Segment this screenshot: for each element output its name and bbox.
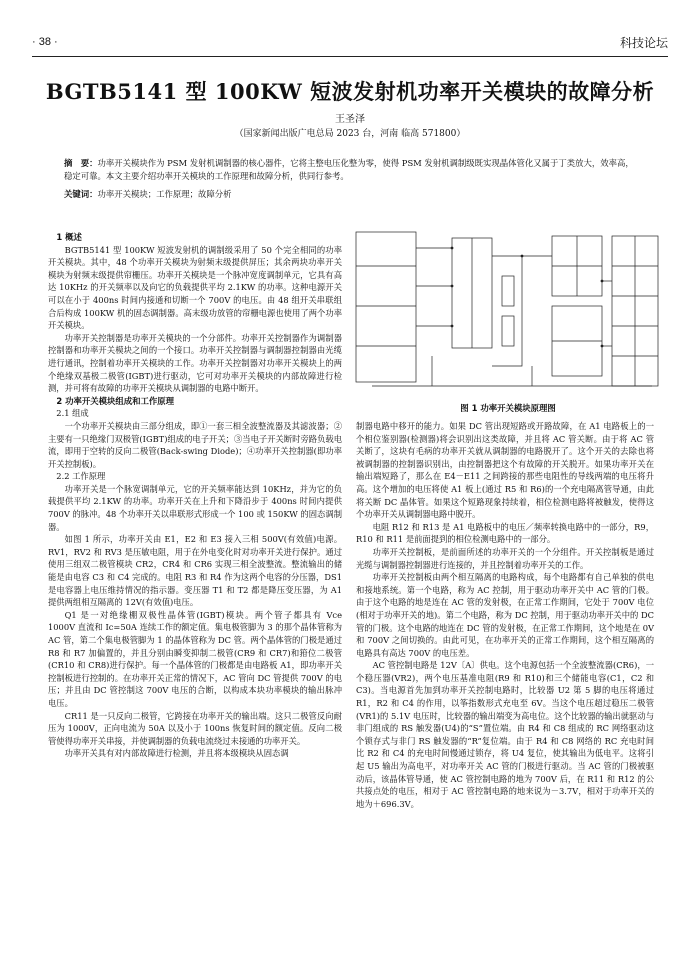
- body-paragraph: 功率开关控制板由两个相互隔离的电路构成，每个电路都有自己单独的供电和接地系统。第一个电路，称为 AC 控制，用于驱动功率开关中 AC 管的门极。由于这个电路的地是连在 AC 管的发射极，在正常工作期间，它处于 700V 电位(相对于功率开关的地)。第二个电路，称为 DC 控制，用于驱动功率开关中的 DC 管的门极。这个电路的地连在 DC 管的发射极，在正常工作期间，这个地是在 0V 和 700V 之间切换的。由此可见，在功率开关的正常工作期间，这个相互隔离的电路具有高达 700V 的电压差。: [356, 572, 654, 658]
- right-column: [356, 420, 654, 810]
- author: 王圣泽: [335, 114, 365, 125]
- paper-title: BGTB5141 型 100KW 短波发射机功率开关模块的故障分析: [45, 79, 655, 104]
- body-paragraph: 功率开关是一个脉宽调制单元，它的开关频率能达到 10KHz，并为它的负载提供平均 2.1KW 的功率。功率开关在上升和下降沿步于 400ns 时间内提供 700V 的脉冲。48 个功率开关以串联形式形成一个 100 或 150KW 的固态调制器。: [48, 483, 342, 532]
- keywords-text: 功率开关模块；工作原理；故障分析: [97, 189, 232, 199]
- affiliation: （国家新闻出版广电总局 2023 台，河南 临高 571800）: [234, 129, 466, 139]
- abstract-text: 功率开关模块作为 PSM 发射机调制器的核心器件，它将主整电压化整为零，使得 PSM 发射机调制级既实现晶体管化又属于丁类放大，效率高，稳定可靠。本文主要介绍功率开关模块的工作原理和故障分析，供同行参考。: [64, 158, 634, 181]
- body-paragraph: Q1 是一对绝缘棚双极性晶体管(IGBT)模块。两个管子都具有 Vce 1000V 直流和 Ic=50A 连续工作的额定值。集电极管脚为 3 的那个晶体管称为 AC 管，第二个集电极管脚为 1 的晶体管称为 DC 管。两个晶体管的门极是通过 R8 和 R7 加偏置的，并且分别由瞬变抑制二极管(CR9 和 CR7)和箝位二极管(CR10 和 CR8)进行保护。每一个晶体管的门极都是由电路板 A1，即功率开关控制板进行控制的。在功率开关正常的情况下，AC 管向 DC 管提供 700V 的电压；并且由 DC 管控制这 700V 电压的合断，以构成本块功率模块的输出脉冲电压。: [48, 609, 351, 708]
- body-paragraph: 功率开关控制板，是前面所述的功率开关的一个分组件。开关控制板是通过光缆与调制器控制器进行连接的，并且控制着功率开关的工作。: [356, 546, 654, 570]
- body-paragraph: CR11 是一只反向二极管，它跨接在功率开关的输出端。这只二极管反向耐压为 1000V，正向电流为 50A 以及小于 100ns 恢复时间的额定值。反向二极管使得功率开关串接，并使调制器的负载电流绕过未接通的功率开关。: [48, 710, 342, 746]
- keywords-label: 关键词：: [64, 189, 98, 199]
- left-column: [48, 231, 351, 760]
- body-paragraph: 如图 1 所示，功率开关由 E1，E2 和 E3 接入三相 500V(有效值)电源。RV1，RV2 和 RV3 是压敏电阻，用于在外电变化时对功率开关进行保护。通过使用三组双二极管模块 CR2，CR4 和 CR6 实现三相全波整流。整流输出的储能是由电容 C3 和 C4 完成的。电阻 R3 和 R4 作为这两个电容的分压器，DS1 是电容器上电压维持情况的指示器。变压器 T1 和 T2 都是降压变压器，为 A1 提供两组相互隔离的 12V(有效值)电压。: [48, 534, 342, 608]
- header-rule: [32, 56, 668, 57]
- running-header: [32, 30, 668, 52]
- circuit-schematic-figure: [352, 226, 664, 394]
- page-number: · 38 ·: [32, 36, 58, 48]
- section-heading: 2.1 组成: [56, 408, 89, 419]
- journal-name: 科技论坛: [619, 36, 668, 50]
- keywords: [64, 188, 640, 200]
- section-heading: 2 功率开关模块组成和工作原理: [56, 395, 175, 406]
- body-paragraph: 制器电路中移开的能力。如果 DC 管出现短路或开路故障，在 A1 电路板上的一个相位鉴别器(检测器)将会识别出这类故障，并且将 AC 管关断。由于将 AC 管关断了，这块有毛病的功率开关就从调制器的电路脱开了。这个开关的去除也将被调制器的控制器识别出，由控制器把这个有故障的开关脱开。如果功率开关在输出端短路了，那么在 E4－E11 之间跨接的那些电阻性的导线两端的电压将升高。这个增加的电压将使 A1 板上(通过 R5 和 R6)的一个充电隔离管导通，由此将关断 DC 晶体管。如果这个短路现象持续着，相位检测电路将被触发，使得这个功率开关从调制器电路中脱开。: [356, 421, 654, 520]
- figure-caption: 图 1 功率开关模块原理图: [460, 403, 556, 413]
- abstract-label: 摘 要：: [64, 158, 98, 168]
- body-paragraph: 功率开关具有对内部故障进行检测，并且将本级模块从固态调: [64, 748, 289, 759]
- body-paragraph: AC 管控制电路是 12V〔A〕供电。这个电源包括一个全波整流器(CR6)，一个稳压器(VR2)，两个电压基准电阻(R9 和 R10)和三个储能电容(C1，C2 和 C3)。当电源首先加到功率开关控制电路时，比较器 U2 第 5 脚的电压将通过 R1，R2 和 C4 的作用，以筝指数形式充电至 6V。当这个电压超过稳压二极管(VR1)的 5.1V 电压时，比较器的输出端变为高电位。这个比较器的输出就驱动与非门组成的 RS 触发器(U4)的“S”置位端。由 R4 和 C8 组成的 RC 网络驱动这个锁存式与非门 RS 触发器的“R”复位端。由于 R4 和 C8 网络的 RC 充电时间比 R2 和 C4 的充电时间慢通过锁存，将 U4 复位，使其输出为低电平。这将引起 U5 输出为高电平，对功率开关 AC 管的门极进行驱动。当 AC 管的门极被驱动后，该晶体管导通，使 AC 管控制电路的地为 700V 后，在 R11 和 R12 的公共接点处的电压，相对于 AC 管控制电路的地来说为－3.7V，相对于功率开关的地为＋696.3V。: [356, 660, 654, 809]
- body-paragraph: 一个功率开关模块由三部分组成，即①一套三相全波整流器及其滤波器；②主要有一只绝缘门双极管(IGBT)组成的电子开关；③当电子开关断时旁路负载电流，即用于空转的反向二极管(Back-swing Diode)；④功率开关控制器(即功率开关控制板)。: [48, 420, 342, 469]
- abstract: [64, 157, 640, 183]
- body-paragraph: 电阻 R12 和 R13 是 A1 电路板中的电压／频率转换电路中的一部分，R9，R10 和 R11 是前面提到的相位检测电路中的一部分。: [356, 521, 654, 545]
- body-paragraph: 功率开关控制器是功率开关模块的一个分部件。功率开关控制器作为调制器控制器和功率开关模块之间的一个接口。功率开关控制器与调制器控制器由光缆进行通讯，控制着功率开关模块的工作。功率开关控制器对功率开关模块上的两个绝缘双基极二极管(IGBT)进行驱动，它可对功率开关模块的内部故障进行检测，并可将有故障的功率开关模块从调制器的电路中断开。: [48, 332, 342, 394]
- body-paragraph: BGTB5141 型 100KW 短波发射机的调制级采用了 50 个完全相同的功率开关模块。其中，48 个功率开关模块为射频末级提供屏压；其余两块功率开关模块为射频末级提供帘栅压。功率开关模块是一个脉冲宽度调制单元，它具有高达 10KHz 的开关频率以及向它的负载提供平均 2.1KW 的功率。这种电源开关可以在小于 400ns 时间内接通和切断一个 700V 的电压。由 48 组开关串联组合后构成 100KW 机的固态调制器。高末级功放管的帘栅电源也使用了两个功率开关模块。: [48, 244, 342, 331]
- section-heading: 1 概述: [56, 232, 82, 242]
- section-heading: 2.2 工作原理: [56, 471, 106, 482]
